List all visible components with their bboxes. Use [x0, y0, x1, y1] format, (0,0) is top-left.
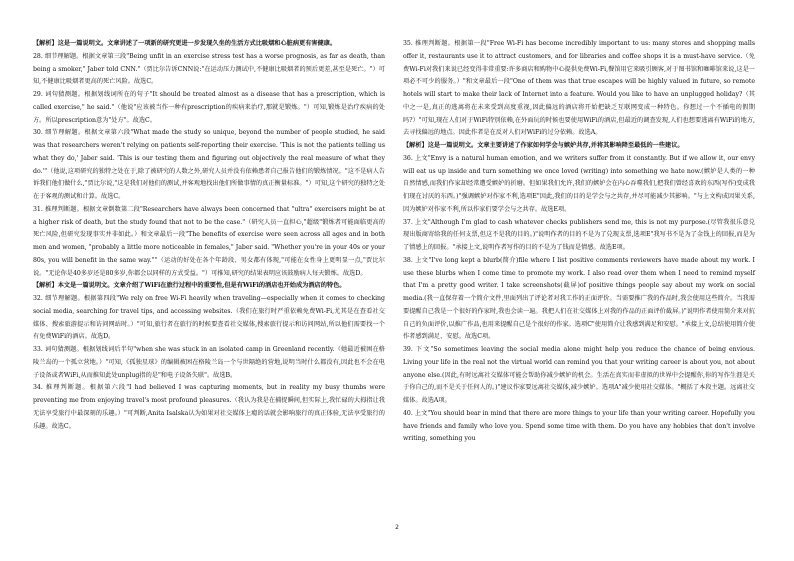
right-column	[403, 38, 755, 446]
answer-paragraph: 37. 上文"Although I'm glad to cash whatever checks publishers send me, this is not my purpose.(尽管我很乐意兑现出版商寄给我的任何支票,但这不是我的目的。)"说明作者的目的不是为了兑现支票,选项E"我写书不是为了金钱上的回报,而是为了情感上的回报。"承接上文,说明作者写作的目的不是为了钱而是情感。故选E项。	[403, 218, 755, 251]
answer-paragraph: 29. 词句猜测题。根据划线词所在的句子"It should be treated almost as a disease that has a prescription, which is called exercise," he said."（他说"应该被当作一种有prescription的疾病来治疗,那就是锻炼。"）可知,锻炼是治疗疾病的处方。所以prescription意为"处方"。故选C。	[33, 91, 385, 124]
analysis-heading: 【解析】这是一篇说明文。文章讲述了一项新的研究更进一步发现久坐的生活方式比吸烟和心脏病更有害健康。	[33, 40, 337, 47]
answer-paragraph: 35. 推理判断题。根据第一段"Free Wi-Fi has become incredibly important to us: many stores and shopping malls offer it, restaurants use it to attract customers, and for libraries and coffee shops it is a must-have service.（免费Wi-Fi对我们来说已经变得非常重要:许多商店和购物中心提供免费Wi-Fi,餐馆用它来吸引顾客,对于图书馆和咖啡馆来说,这是一项必不可少的服务。）"和文章最后一段"One of them was that true escapes will be highly valued in future, so remote hotels will start to make their lack of Internet into a feature. Would you like to have an unplugged holiday?（其中之一是,真正的逃离将在未来受到高度重视,因此偏远的酒店将开始把缺乏互联网变成一种特色。你想过一个不插电的假期吗?）"可知,现在人们对于WiFi特别依赖,在外面玩的时候也要使用WiFi的酒店,但最近的调查发现,人们也想要逃离有WiFi的地方,去寻找偏远的地点。因此作者是在反对人们对WiFi的过分依赖。故选A。	[403, 40, 755, 137]
answer-paragraph: 32. 细节理解题。根据第四段"We rely on free Wi-Fi heavily when traveling—especially when it comes to checking social media, searching for travel tips, and accessing websites.（我们在旅行时严重依赖免费Wi-Fi,尤其是在查看社交媒体、搜索旅游提示和访问网站时。）"可知,旅行者在旅行的时候要查看社交媒体,搜索旅行提示和访问网站,所以他们需要找一个有免费WiFi的酒店。故选D。	[33, 295, 385, 341]
analysis-heading: 【解析】本文是一篇说明文。文章介绍了WiFi在旅行过程中的重要性,但是有WiFi的酒店也开始成为酒店的特色。	[33, 282, 346, 290]
page-number: 2	[395, 524, 399, 531]
answer-paragraph: 36. 上文"Envy is a natural human emotion, and we writers suffer from it constantly. But if we allow it, our envy will eat us up inside and turn something we once loved (writing) into something we hate now.(嫉妒是人类的一种自然情感,而我们作家却经常遭受嫉妒的折磨。但如果我们允许,我们的嫉妒会在内心吞噬我们,把我们曾经喜欢的东西(写作)变成我们现在讨厌的东西。)"强调嫉妒对作家不利,选项E"因此,我们的目的是学会与之共存,并尽可能减少其影响。"与上文构成因果关系,因为嫉妒对作家不利,所以作家们要学会与之共存。故选E项。	[403, 154, 755, 213]
answer-paragraph: 34. 推理判断题。根据第六段"I had believed I was capturing moments, but in reality my busy thumbs were preventing me from enjoying travel's most profound pleasures.（我认为我是在捕捉瞬间,但实际上,我忙碌的大拇指让我无法享受旅行中最深刻的乐趣。）"可判断,Anita Isalska认为如果对社交媒体上瘾的话就会影响旅行的真正体验,无法享受旅行的乐趣。故选C。	[33, 384, 385, 430]
answer-paragraph: 33. 词句猜测题。根据划线词后半句"when she was stuck in an isolated camp in Greenland recently.（她最近被困在格陵兰岛的一个孤立营地。）"可知,《孤独星球》的编辑被困在格陵兰岛一个与世隔绝的营地,说明当时什么都没有,因此也不会在电子设备或者WiFi,从而推知此处unplug指的是"和电子设备失联"。故选B。	[33, 346, 385, 379]
answer-paragraph: 38. 上文"I've long kept a blurb(简介)file where I list positive comments reviewers have made about my work. I use these blurbs when I come time to promote my work. I also read over them when I need to remind myself that I'm a pretty good writer. I take screenshots(截屏)of positive things people say about my work on social media.(我一直保存着一个简介文件,里面列出了评论者对我工作的正面评价。当需要推广我的作品时,我会使用这些简介。当我需要提醒自己我是一个很好的作家时,我也会读一遍。我把人们在社交媒体上对我的作品的正面评价截屏。)"说明作者使用简介来对抗自己的负面评价,以推广作品,也用来提醒自己是个很好的作家。选项C"使用简介让我感到满足和安慰。"承接上文,总结使用简介使作者感到满足、安慰。故选C项。	[403, 256, 755, 341]
analysis-heading: 【解析】这是一篇说明文。文章主要讲述了作家如何学会与嫉妒共存,并将其影响降至最低的一些建议。	[403, 142, 684, 149]
answer-paragraph: 39. 下文"So sometimes leaving the social media alone might help you reduce the chance of being envious. Living your life in the real not the virtual world can remind you that your writing career is about you, not about anyone else.(因此,有时远离社交媒体可能会帮助你减少嫉妒的机会。生活在真实而非虚拟的世界中会提醒你,你的写作生涯是关于你自己的,而不是关于任何人的。)"建议作家要远离社交媒体,减少嫉妒。选项A"减少使用社交媒体。"概括了本段主题。远离社交媒体。故选A项。	[403, 346, 755, 404]
answer-paragraph: 40. 上文"You should bear in mind that there are more things to your life than your writing career. Hopefully you have friends and family who love you. Spend some time with them. Do you have any hobbies that don't involve writing, something you	[403, 409, 755, 443]
answer-paragraph: 31. 推理判断题。根据文章倒数第二段"Researchers have always been concerned that "ultra" exercisers might be at a higher risk of death, but the study found that not to be the case."（研究人员一直担心,"超级"锻炼者可能面临更高的死亡风险,但研究发现事实并非如此。）和文章最后一段"The benefits of exercise were seen across all ages and in both men and women, "probably a little more noticeable in females," Jaber said. "Whether you're in your 40s or your 80s, you will benefit in the same way.""（运动的好处在各个年龄段、男女都有体现,"可能在女性身上更明显一点,"贾比尔说。"无论你是40多岁还是80多岁,你都会以同样的方式受益。"）可推知,研究的结果表明应该鼓励病人每天锻炼。故选D。	[33, 205, 385, 277]
left-column	[33, 38, 385, 433]
answer-paragraph: 28. 细节理解题。根据文章第三段"Being unfit in an exercise stress test has a worse prognosis, as far as death, than being a smoker," Jaber told CNN."（贾比尔告诉CNN说:"在运动压力测试中,不健康比吸烟者的预后更差,甚至是死亡。"）可知,不健康比吸烟者更高的死亡风险。故选C。	[33, 52, 385, 86]
answer-paragraph: 30. 细节理解题。根据文章第六段"What made the study so unique, beyond the number of people studied, he said was that researchers weren't relying on patients self-reporting their exercise. 'This is not the patients telling us what they do,' Jaber said. 'This is our testing them and figuring out objectively the real measure of what they do.'"（他说,这项研究的独特之处在于,除了被研究的人数之外,研究人员并没有依赖患者自己报告他们的锻炼情况。"这不是病人告诉我们他们做什么,"贾比尔说,"这是我们对他们的测试,并客观地找出他们所做事情的真正衡量标准。"）可知,这个研究的独特之处在于客观的测试和计算。故选C。	[33, 129, 385, 200]
